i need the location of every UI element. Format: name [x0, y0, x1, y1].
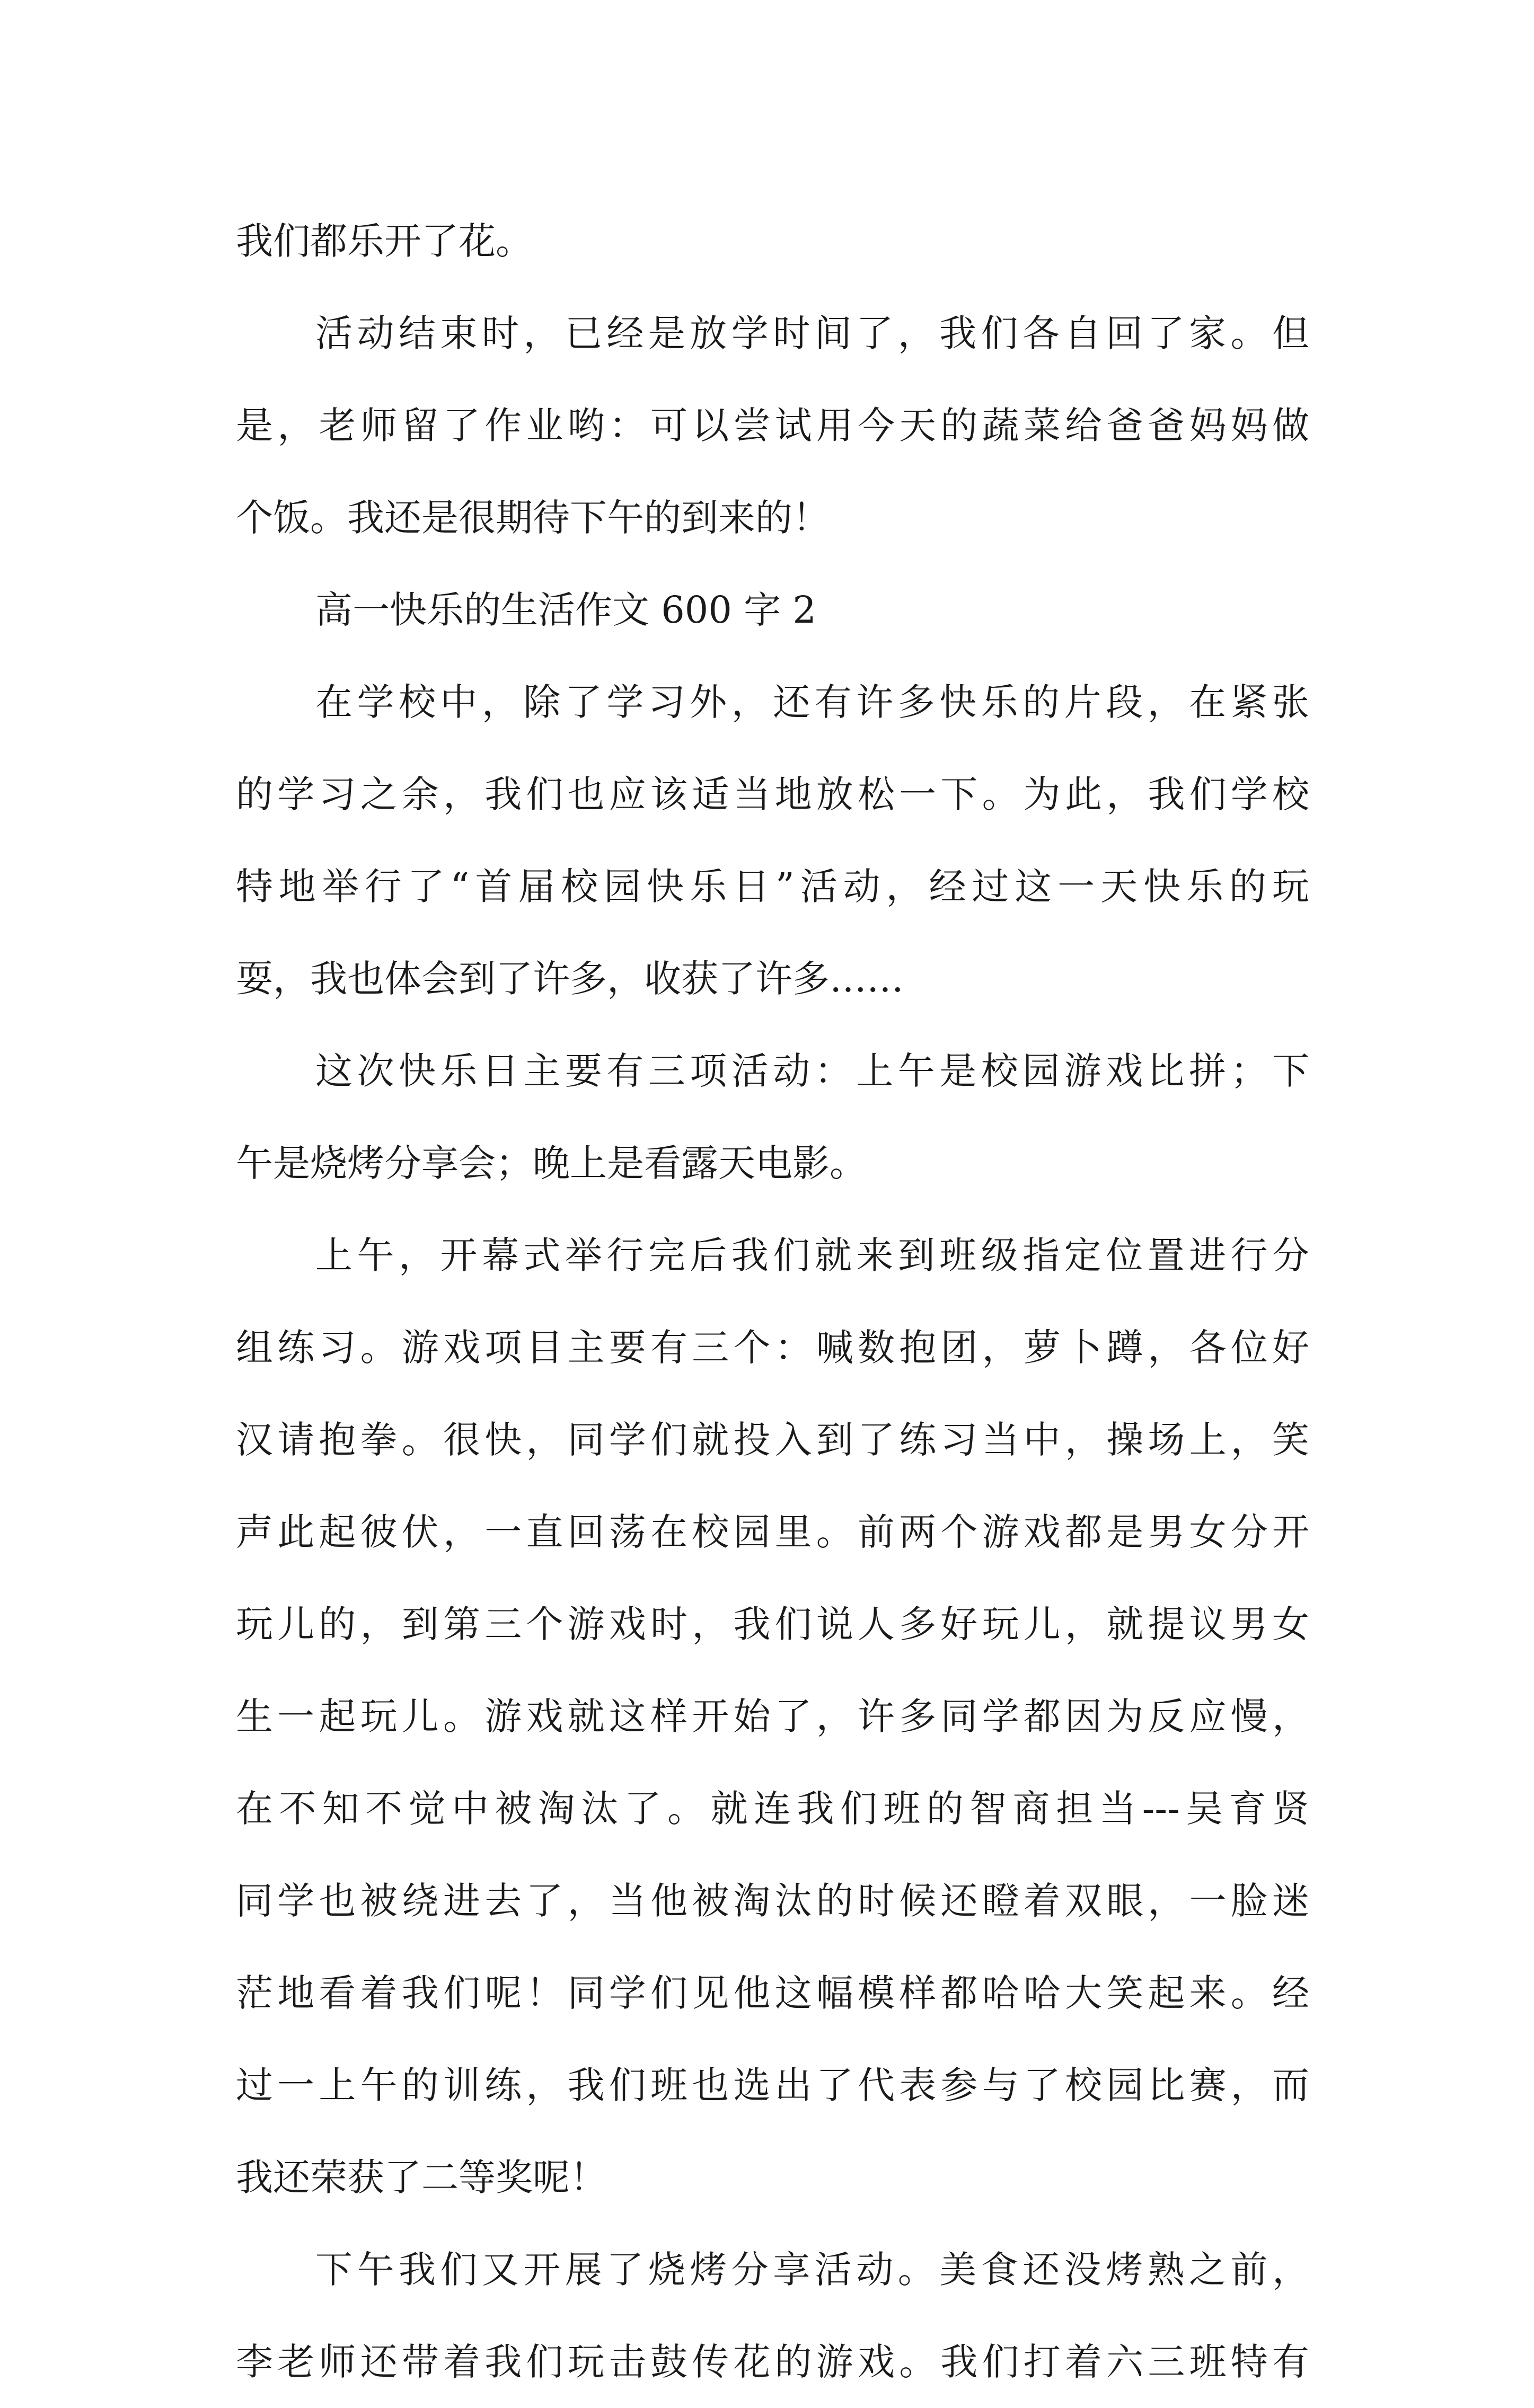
text-line: 我们都乐开了花。 — [236, 219, 533, 263]
text-line: 特地举行了“首届校园快乐日”活动，经过这一天快乐的玩 — [236, 865, 1309, 908]
text-line: 声此起彼伏，一直回荡在校园里。前两个游戏都是男女分开 — [236, 1510, 1309, 1554]
section-heading: 高一快乐的生活作文 600 字 2 — [315, 588, 816, 632]
text-line: 是，老师留了作业哟：可以尝试用今天的蔬菜给爸爸妈妈做 — [236, 404, 1309, 447]
text-line: 同学也被绕进去了，当他被淘汰的时候还瞪着双眼，一脸迷 — [236, 1879, 1309, 1923]
text-line: 汉请抱拳。很快，同学们就投入到了练习当中，操场上，笑 — [236, 1418, 1309, 1462]
text-line: 午是烧烤分享会；晚上是看露天电影。 — [236, 1141, 867, 1185]
text-line: 玩儿的，到第三个游戏时，我们说人多好玩儿，就提议男女 — [236, 1603, 1309, 1646]
text-line: 的学习之余，我们也应该适当地放松一下。为此，我们学校 — [236, 773, 1309, 816]
text-line: 这次快乐日主要有三项活动：上午是校园游戏比拼；下 — [315, 1049, 1309, 1093]
text-line: 耍，我也体会到了许多，收获了许多…… — [236, 957, 904, 1001]
text-line: 活动结束时，已经是放学时间了，我们各自回了家。但 — [315, 312, 1309, 355]
text-line: 我还荣获了二等奖呢！ — [236, 2156, 607, 2199]
text-line: 组练习。游戏项目主要有三个：喊数抱团，萝卜蹲，各位好 — [236, 1326, 1309, 1369]
text-line: 下午我们又开展了烧烤分享活动。美食还没烤熟之前， — [315, 2248, 1309, 2291]
text-line: 过一上午的训练，我们班也选出了代表参与了校园比赛，而 — [236, 2064, 1309, 2107]
text-line: 李老师还带着我们玩击鼓传花的游戏。我们打着六三班特有 — [236, 2340, 1309, 2384]
text-line: 上午，开幕式举行完后我们就来到班级指定位置进行分 — [315, 1234, 1309, 1277]
document-body — [236, 195, 1309, 2408]
text-line: 在学校中，除了学习外，还有许多快乐的片段，在紧张 — [315, 680, 1309, 724]
text-line: 生一起玩儿。游戏就这样开始了，许多同学都因为反应慢， — [236, 1695, 1309, 1738]
text-line: 茫地看着我们呢！同学们见他这幅模样都哈哈大笑起来。经 — [236, 1971, 1309, 2015]
text-line: 个饭。我还是很期待下午的到来的！ — [236, 496, 830, 539]
text-line: 在不知不觉中被淘汰了。就连我们班的智商担当---吴育贤 — [236, 1787, 1309, 1830]
